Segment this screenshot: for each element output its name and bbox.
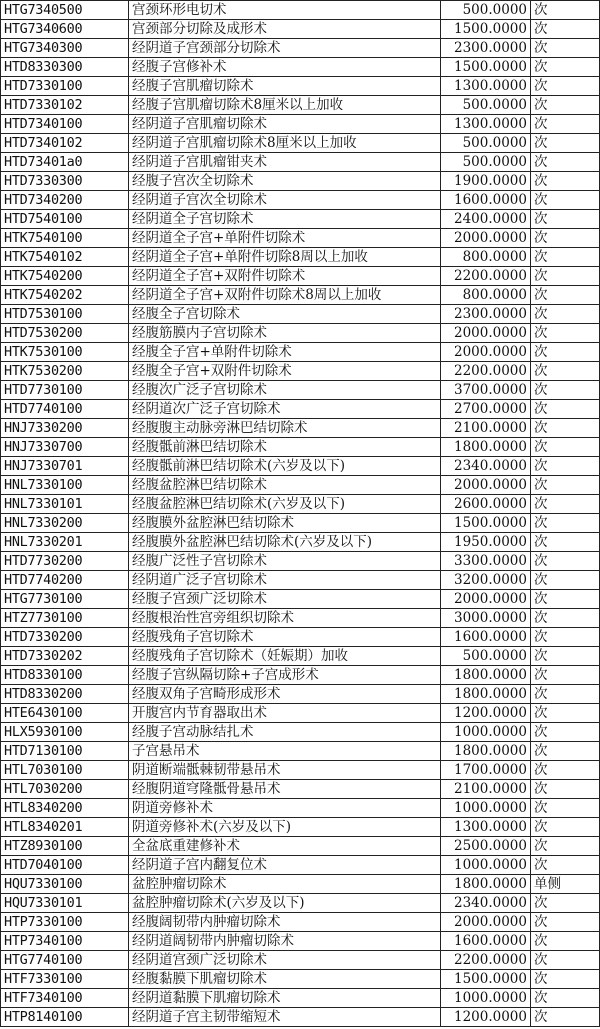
unit-cell: 次	[531, 590, 600, 609]
name-cell: 经腹膜外盆腔淋巴结切除术	[129, 514, 441, 533]
name-cell: 经腹次广泛子宫切除术	[129, 381, 441, 400]
code-cell: HLX5930100	[1, 723, 129, 742]
table-row	[1, 552, 600, 571]
code-cell: HTK7540102	[1, 248, 129, 267]
price-cell: 1300.0000	[441, 818, 531, 837]
price-cell: 500.0000	[441, 1, 531, 20]
name-cell: 经腹子宫修补术	[129, 58, 441, 77]
name-cell: 盆腔肿瘤切除术	[129, 875, 441, 894]
unit-cell: 次	[531, 77, 600, 96]
price-cell: 1800.0000	[441, 875, 531, 894]
table-row	[1, 894, 600, 913]
price-cell: 1600.0000	[441, 191, 531, 210]
unit-cell: 次	[531, 400, 600, 419]
unit-cell: 次	[531, 20, 600, 39]
code-cell: HTL8340201	[1, 818, 129, 837]
unit-cell: 次	[531, 134, 600, 153]
price-cell: 1800.0000	[441, 685, 531, 704]
code-cell: HTD7540100	[1, 210, 129, 229]
name-cell: 经阴道子宫颈部分切除术	[129, 39, 441, 58]
price-cell: 1300.0000	[441, 77, 531, 96]
code-cell: HTK7530200	[1, 362, 129, 381]
table-row	[1, 343, 600, 362]
table-row	[1, 172, 600, 191]
unit-cell: 次	[531, 172, 600, 191]
code-cell: HTD7340200	[1, 191, 129, 210]
unit-cell: 次	[531, 514, 600, 533]
code-cell: HTD7340102	[1, 134, 129, 153]
code-cell: HTL7030100	[1, 761, 129, 780]
code-cell: HTK7540202	[1, 286, 129, 305]
code-cell: HQU7330100	[1, 875, 129, 894]
price-cell: 3000.0000	[441, 609, 531, 628]
code-cell: HQU7330101	[1, 894, 129, 913]
unit-cell: 次	[531, 305, 600, 324]
code-cell: HTD7330102	[1, 96, 129, 115]
name-cell: 全盆底重建修补术	[129, 837, 441, 856]
name-cell: 经腹全子宫+双附件切除术	[129, 362, 441, 381]
code-cell: HTF7330100	[1, 970, 129, 989]
code-cell: HNL7330201	[1, 533, 129, 552]
code-cell: HTD7740100	[1, 400, 129, 419]
table-row	[1, 780, 600, 799]
name-cell: 经阴道子宫肌瘤切除术8厘米以上加收	[129, 134, 441, 153]
price-cell: 2100.0000	[441, 780, 531, 799]
unit-cell: 次	[531, 267, 600, 286]
code-cell: HTE6430100	[1, 704, 129, 723]
table-row	[1, 647, 600, 666]
name-cell: 经腹残角子宫切除术	[129, 628, 441, 647]
name-cell: 经腹子宫颈广泛切除术	[129, 590, 441, 609]
table-row	[1, 400, 600, 419]
name-cell: 经腹子宫肌瘤切除术	[129, 77, 441, 96]
unit-cell: 次	[531, 438, 600, 457]
name-cell: 经腹子宫纵隔切除+子宫成形术	[129, 666, 441, 685]
table-row	[1, 286, 600, 305]
table-row	[1, 761, 600, 780]
code-cell: HTD7730200	[1, 552, 129, 571]
price-cell: 1200.0000	[441, 704, 531, 723]
table-row	[1, 533, 600, 552]
price-cell: 2200.0000	[441, 951, 531, 970]
price-cell: 1800.0000	[441, 742, 531, 761]
unit-cell: 次	[531, 761, 600, 780]
table-row	[1, 305, 600, 324]
code-cell: HTG7340300	[1, 39, 129, 58]
table-row	[1, 704, 600, 723]
name-cell: 经腹骶前淋巴结切除术(六岁及以下)	[129, 457, 441, 476]
code-cell: HTG7730100	[1, 590, 129, 609]
price-cell: 800.0000	[441, 286, 531, 305]
name-cell: 经腹广泛性子宫切除术	[129, 552, 441, 571]
unit-cell: 次	[531, 799, 600, 818]
price-cell: 2000.0000	[441, 590, 531, 609]
code-cell: HTP7330100	[1, 913, 129, 932]
name-cell: 子宫悬吊术	[129, 742, 441, 761]
name-cell: 经阴道宫颈广泛切除术	[129, 951, 441, 970]
name-cell: 经腹阴道穹隆骶骨悬吊术	[129, 780, 441, 799]
code-cell: HTD7330202	[1, 647, 129, 666]
unit-cell: 次	[531, 894, 600, 913]
price-cell: 2000.0000	[441, 229, 531, 248]
price-cell: 1600.0000	[441, 628, 531, 647]
unit-cell: 次	[531, 210, 600, 229]
code-cell: HTD8330200	[1, 685, 129, 704]
code-cell: HTL8340200	[1, 799, 129, 818]
price-cell: 1950.0000	[441, 533, 531, 552]
code-cell: HTD7330200	[1, 628, 129, 647]
table-row	[1, 628, 600, 647]
name-cell: 经腹盆腔淋巴结切除术	[129, 476, 441, 495]
price-cell: 2000.0000	[441, 476, 531, 495]
unit-cell: 次	[531, 571, 600, 590]
price-cell: 2300.0000	[441, 39, 531, 58]
unit-cell: 次	[531, 457, 600, 476]
table-row	[1, 438, 600, 457]
unit-cell: 次	[531, 153, 600, 172]
unit-cell: 次	[531, 970, 600, 989]
unit-cell: 次	[531, 1, 600, 20]
unit-cell: 次	[531, 343, 600, 362]
unit-cell: 次	[531, 96, 600, 115]
name-cell: 经腹子宫次全切除术	[129, 172, 441, 191]
unit-cell: 次	[531, 191, 600, 210]
table-row	[1, 153, 600, 172]
code-cell: HTD7330300	[1, 172, 129, 191]
unit-cell: 次	[531, 381, 600, 400]
unit-cell: 次	[531, 39, 600, 58]
table-row	[1, 799, 600, 818]
code-cell: HTD7340100	[1, 115, 129, 134]
name-cell: 经腹膜外盆腔淋巴结切除术(六岁及以下)	[129, 533, 441, 552]
price-cell: 3700.0000	[441, 381, 531, 400]
table-row	[1, 837, 600, 856]
code-cell: HTG7340600	[1, 20, 129, 39]
unit-cell: 次	[531, 324, 600, 343]
table-row	[1, 362, 600, 381]
code-cell: HTK7530100	[1, 343, 129, 362]
table-row	[1, 723, 600, 742]
table-row	[1, 210, 600, 229]
price-cell: 1500.0000	[441, 970, 531, 989]
unit-cell: 次	[531, 647, 600, 666]
name-cell: 经阴道黏膜下肌瘤切除术	[129, 989, 441, 1008]
name-cell: 经阴道子宫主韧带缩短术	[129, 1008, 441, 1027]
unit-cell: 次	[531, 476, 600, 495]
name-cell: 经腹残角子宫切除术（妊娠期）加收	[129, 647, 441, 666]
code-cell: HNJ7330700	[1, 438, 129, 457]
unit-cell: 次	[531, 932, 600, 951]
code-cell: HTD8330300	[1, 58, 129, 77]
code-cell: HTD7130100	[1, 742, 129, 761]
name-cell: 经腹子宫动脉结扎术	[129, 723, 441, 742]
price-cell: 1500.0000	[441, 20, 531, 39]
table-row	[1, 381, 600, 400]
name-cell: 经阴道全子宫+单附件切除8周以上加收	[129, 248, 441, 267]
name-cell: 经阴道全子宫切除术	[129, 210, 441, 229]
name-cell: 经腹盆腔淋巴结切除术(六岁及以下)	[129, 495, 441, 514]
table-row	[1, 476, 600, 495]
unit-cell: 次	[531, 780, 600, 799]
code-cell: HTD7530200	[1, 324, 129, 343]
name-cell: 经阴道广泛子宫切除术	[129, 571, 441, 590]
code-cell: HNL7330200	[1, 514, 129, 533]
code-cell: HTZ7730100	[1, 609, 129, 628]
name-cell: 经腹子宫肌瘤切除术8厘米以上加收	[129, 96, 441, 115]
unit-cell: 次	[531, 666, 600, 685]
code-cell: HNJ7330200	[1, 419, 129, 438]
table-row	[1, 20, 600, 39]
table-row	[1, 818, 600, 837]
price-cell: 2500.0000	[441, 837, 531, 856]
name-cell: 经阴道全子宫+双附件切除术8周以上加收	[129, 286, 441, 305]
price-cell: 2000.0000	[441, 343, 531, 362]
code-cell: HTD8330100	[1, 666, 129, 685]
price-cell: 2340.0000	[441, 894, 531, 913]
name-cell: 经腹全子宫切除术	[129, 305, 441, 324]
price-cell: 1900.0000	[441, 172, 531, 191]
price-cell: 800.0000	[441, 248, 531, 267]
table-row	[1, 495, 600, 514]
table-row	[1, 951, 600, 970]
table-row	[1, 932, 600, 951]
table-row	[1, 1008, 600, 1027]
table-row	[1, 1, 600, 20]
table-row	[1, 571, 600, 590]
table-row	[1, 514, 600, 533]
price-cell: 1800.0000	[441, 666, 531, 685]
table-row	[1, 134, 600, 153]
unit-cell: 次	[531, 248, 600, 267]
code-cell: HTG7740100	[1, 951, 129, 970]
table-row	[1, 39, 600, 58]
price-cell: 2340.0000	[441, 457, 531, 476]
name-cell: 经阴道子宫次全切除术	[129, 191, 441, 210]
table-row	[1, 457, 600, 476]
price-cell: 1700.0000	[441, 761, 531, 780]
table-row	[1, 267, 600, 286]
table-row	[1, 590, 600, 609]
table-row	[1, 609, 600, 628]
price-cell: 1800.0000	[441, 438, 531, 457]
unit-cell: 次	[531, 419, 600, 438]
name-cell: 经腹黏膜下肌瘤切除术	[129, 970, 441, 989]
name-cell: 经腹骶前淋巴结切除术	[129, 438, 441, 457]
price-cell: 2200.0000	[441, 362, 531, 381]
price-cell: 500.0000	[441, 153, 531, 172]
name-cell: 宫颈环形电切术	[129, 1, 441, 20]
unit-cell: 次	[531, 856, 600, 875]
code-cell: HTK7540100	[1, 229, 129, 248]
name-cell: 阴道断端骶棘韧带悬吊术	[129, 761, 441, 780]
price-cell: 2000.0000	[441, 324, 531, 343]
price-cell: 3200.0000	[441, 571, 531, 590]
table-row	[1, 191, 600, 210]
name-cell: 阴道旁修补术	[129, 799, 441, 818]
unit-cell: 次	[531, 229, 600, 248]
code-cell: HTK7540200	[1, 267, 129, 286]
code-cell: HTF7340100	[1, 989, 129, 1008]
table-row	[1, 685, 600, 704]
price-cell: 1500.0000	[441, 58, 531, 77]
name-cell: 经腹根治性宫旁组织切除术	[129, 609, 441, 628]
price-cell: 2700.0000	[441, 400, 531, 419]
name-cell: 盆腔肿瘤切除术(六岁及以下)	[129, 894, 441, 913]
price-cell: 2100.0000	[441, 419, 531, 438]
code-cell: HNL7330100	[1, 476, 129, 495]
unit-cell: 次	[531, 362, 600, 381]
unit-cell: 次	[531, 1008, 600, 1027]
code-cell: HNJ7330701	[1, 457, 129, 476]
table-row	[1, 77, 600, 96]
unit-cell: 次	[531, 495, 600, 514]
name-cell: 经阴道子宫内翻复位术	[129, 856, 441, 875]
unit-cell: 次	[531, 609, 600, 628]
price-cell: 1000.0000	[441, 723, 531, 742]
price-cell: 500.0000	[441, 134, 531, 153]
unit-cell: 次	[531, 837, 600, 856]
table-row	[1, 875, 600, 894]
price-cell: 1200.0000	[441, 1008, 531, 1027]
price-cell: 1000.0000	[441, 799, 531, 818]
name-cell: 阴道旁修补术(六岁及以下)	[129, 818, 441, 837]
table-body	[1, 1, 600, 1027]
table-row	[1, 248, 600, 267]
code-cell: HTD7530100	[1, 305, 129, 324]
table-row	[1, 970, 600, 989]
unit-cell: 次	[531, 818, 600, 837]
unit-cell: 单侧	[531, 875, 600, 894]
unit-cell: 次	[531, 115, 600, 134]
price-cell: 1000.0000	[441, 856, 531, 875]
name-cell: 经腹筋膜内子宫切除术	[129, 324, 441, 343]
unit-cell: 次	[531, 58, 600, 77]
table-row	[1, 419, 600, 438]
table-row	[1, 856, 600, 875]
unit-cell: 次	[531, 552, 600, 571]
table-row	[1, 324, 600, 343]
name-cell: 宫颈部分切除及成形术	[129, 20, 441, 39]
price-cell: 1300.0000	[441, 115, 531, 134]
name-cell: 经阴道全子宫+单附件切除术	[129, 229, 441, 248]
unit-cell: 次	[531, 951, 600, 970]
code-cell: HTG7340500	[1, 1, 129, 20]
name-cell: 经阴道阔韧带内肿瘤切除术	[129, 932, 441, 951]
code-cell: HTP8140100	[1, 1008, 129, 1027]
table-row	[1, 96, 600, 115]
price-cell: 2300.0000	[441, 305, 531, 324]
price-cell: 500.0000	[441, 647, 531, 666]
code-cell: HNL7330101	[1, 495, 129, 514]
price-cell: 2600.0000	[441, 495, 531, 514]
code-cell: HTD7740200	[1, 571, 129, 590]
unit-cell: 次	[531, 989, 600, 1008]
unit-cell: 次	[531, 704, 600, 723]
unit-cell: 次	[531, 913, 600, 932]
price-cell: 1500.0000	[441, 514, 531, 533]
table-row	[1, 58, 600, 77]
code-cell: HTD7330100	[1, 77, 129, 96]
name-cell: 经阴道子宫肌瘤钳夹术	[129, 153, 441, 172]
name-cell: 经腹腹主动脉旁淋巴结切除术	[129, 419, 441, 438]
price-cell: 1000.0000	[441, 989, 531, 1008]
code-cell: HTD7040100	[1, 856, 129, 875]
code-cell: HTD73401a0	[1, 153, 129, 172]
name-cell: 经阴道子宫肌瘤切除术	[129, 115, 441, 134]
unit-cell: 次	[531, 628, 600, 647]
code-cell: HTD7730100	[1, 381, 129, 400]
name-cell: 经腹双角子宫畸形成形术	[129, 685, 441, 704]
price-cell: 1600.0000	[441, 932, 531, 951]
name-cell: 经腹全子宫+单附件切除术	[129, 343, 441, 362]
name-cell: 经阴道次广泛子宫切除术	[129, 400, 441, 419]
price-cell: 500.0000	[441, 96, 531, 115]
table-row	[1, 229, 600, 248]
unit-cell: 次	[531, 533, 600, 552]
price-cell: 2200.0000	[441, 267, 531, 286]
name-cell: 经腹阔韧带内肿瘤切除术	[129, 913, 441, 932]
unit-cell: 次	[531, 742, 600, 761]
price-cell: 2400.0000	[441, 210, 531, 229]
code-cell: HTZ8930100	[1, 837, 129, 856]
price-cell: 3300.0000	[441, 552, 531, 571]
table-row	[1, 989, 600, 1008]
code-cell: HTP7340100	[1, 932, 129, 951]
unit-cell: 次	[531, 286, 600, 305]
price-cell: 2000.0000	[441, 913, 531, 932]
table-row	[1, 742, 600, 761]
unit-cell: 次	[531, 685, 600, 704]
name-cell: 经阴道全子宫+双附件切除术	[129, 267, 441, 286]
unit-cell: 次	[531, 723, 600, 742]
table-row	[1, 115, 600, 134]
name-cell: 开腹宫内节育器取出术	[129, 704, 441, 723]
table-row	[1, 913, 600, 932]
table-row	[1, 666, 600, 685]
code-cell: HTL7030200	[1, 780, 129, 799]
